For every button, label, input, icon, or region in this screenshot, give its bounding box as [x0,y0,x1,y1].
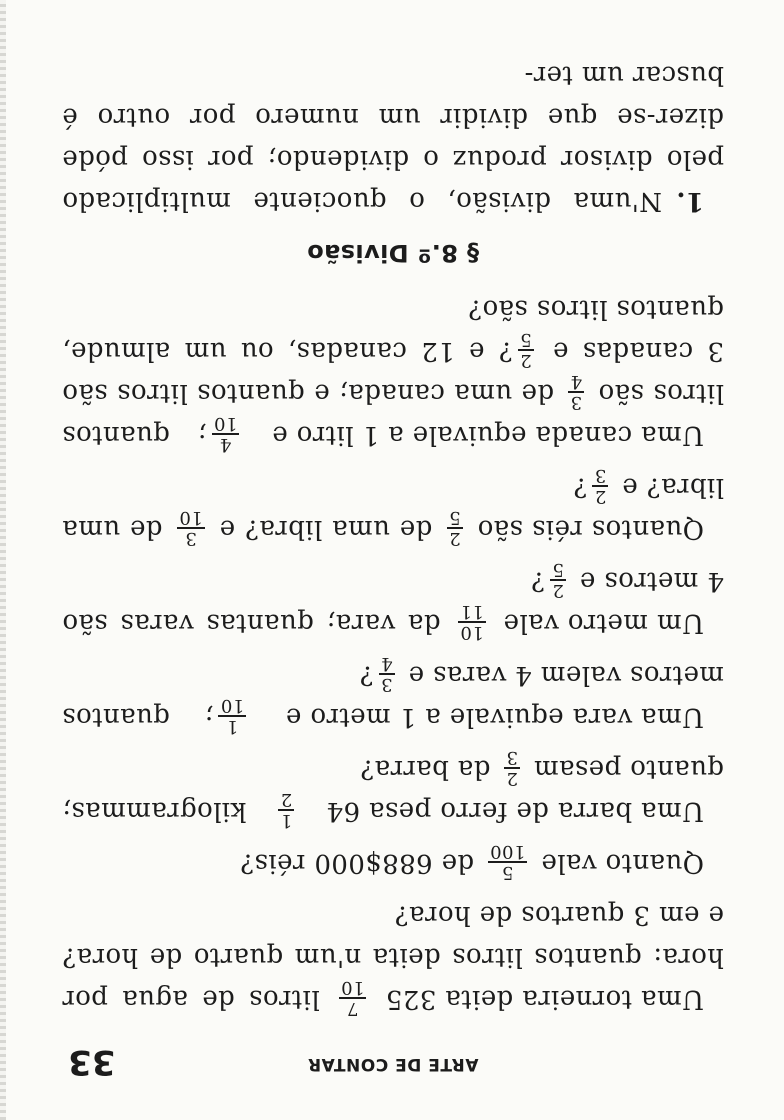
denominator: 5 [552,559,564,580]
numerator: 2 [448,528,461,549]
denominator: 5 [448,507,461,528]
problem-paragraph [62,748,724,832]
problem-text: ; quantos litros são [62,378,724,450]
problem-text: Uma canada equivale a 1 litro e [271,420,704,450]
problem-text: ? [573,472,588,502]
fraction [447,508,463,548]
fraction [504,748,520,788]
problem-paragraph [62,894,724,1020]
problem-paragraph [62,466,724,550]
numerator: 2 [594,486,607,507]
problem-text: Uma torneira deita 325 [385,984,704,1014]
page-body [62,44,724,1020]
denominator: 11 [460,601,484,622]
denominator: 10 [213,413,238,434]
numerator: 1 [218,715,246,736]
problem-text: litros de agua por hora: quantos litros deita n'um quarto de hora? e em 3 quartos de hora? [62,900,724,1014]
problem-text: Um metro vale [503,608,704,638]
numerator: 7 [339,997,367,1018]
page-header [62,1042,724,1082]
fraction [568,372,584,412]
problem-text: Quantos réis são [477,514,704,544]
fraction [518,330,534,370]
problem-paragraph [62,654,724,738]
section-paragraph [62,54,724,222]
problem-paragraph [62,842,724,884]
denominator: 5 [519,329,532,350]
running-head: ARTE DE CONTAR [307,1054,479,1074]
numerator: 4 [212,433,240,454]
problem-text: de uma libra? e [219,514,433,544]
problem-text: Uma vara equivale a 1 metro e [285,702,704,732]
problem-text: da barra? [360,754,491,784]
denominator: 3 [594,465,607,486]
problem-text: de 688$000 réis? [239,848,475,878]
denominator: 10 [340,977,365,998]
denominator: 3 [506,747,518,768]
numerator: 1 [280,810,293,831]
numerator: 3 [177,527,205,548]
denominator: 10 [220,695,245,716]
numerator: 10 [460,622,484,643]
section-title: § 8.º Divisão [306,239,480,267]
problem-text: de uma libra? e [61,472,724,544]
problem-paragraph [62,560,724,644]
problem-text: kilogrammas; quanto pesam [62,754,724,826]
section-text: N'uma divisão, o quociente multiplicado pelo divisor produz o dividendo; por isso póde dizer-se que dividir um numero por outro é buscar um ter- [62,60,724,216]
fraction [212,414,240,454]
problem-text: ? e 12 canadas, ou um almude, quantos litros são? [61,294,724,366]
numerator: 5 [488,861,528,882]
fraction [379,654,395,694]
problem-text: ? [359,660,374,690]
problem-text: ? [530,566,546,596]
fraction [339,978,367,1018]
problem-text: Uma barra de ferro pesa 64 [326,796,704,826]
denominator: 4 [380,653,393,674]
denominator: 2 [280,789,293,810]
problem-text: Quanto vale [541,848,704,878]
fraction [488,842,528,882]
problem-paragraph [62,288,724,456]
numerator: 3 [380,674,393,695]
problem-text: da vara; quantas varas são 4 metros e [62,566,724,638]
fraction [218,696,246,736]
page-number: 33 [68,1042,116,1082]
fraction [278,790,294,830]
fraction [458,602,486,642]
numerator: 3 [570,392,583,413]
numerator: 2 [519,350,532,371]
numerator: 2 [506,768,518,789]
denominator: 4 [570,371,583,392]
fraction [592,466,608,506]
page-edge [0,0,6,1120]
problem-text: de uma canada; e quantos litros são 3 canadas e [61,336,724,408]
denominator: 100 [489,841,526,862]
denominator: 10 [179,507,203,528]
problem-text: ; quantos metros valem 4 varas e [62,660,724,732]
fraction [550,560,566,600]
numerator: 2 [552,580,564,601]
fraction [177,508,205,548]
item-number: 1. [676,186,704,216]
